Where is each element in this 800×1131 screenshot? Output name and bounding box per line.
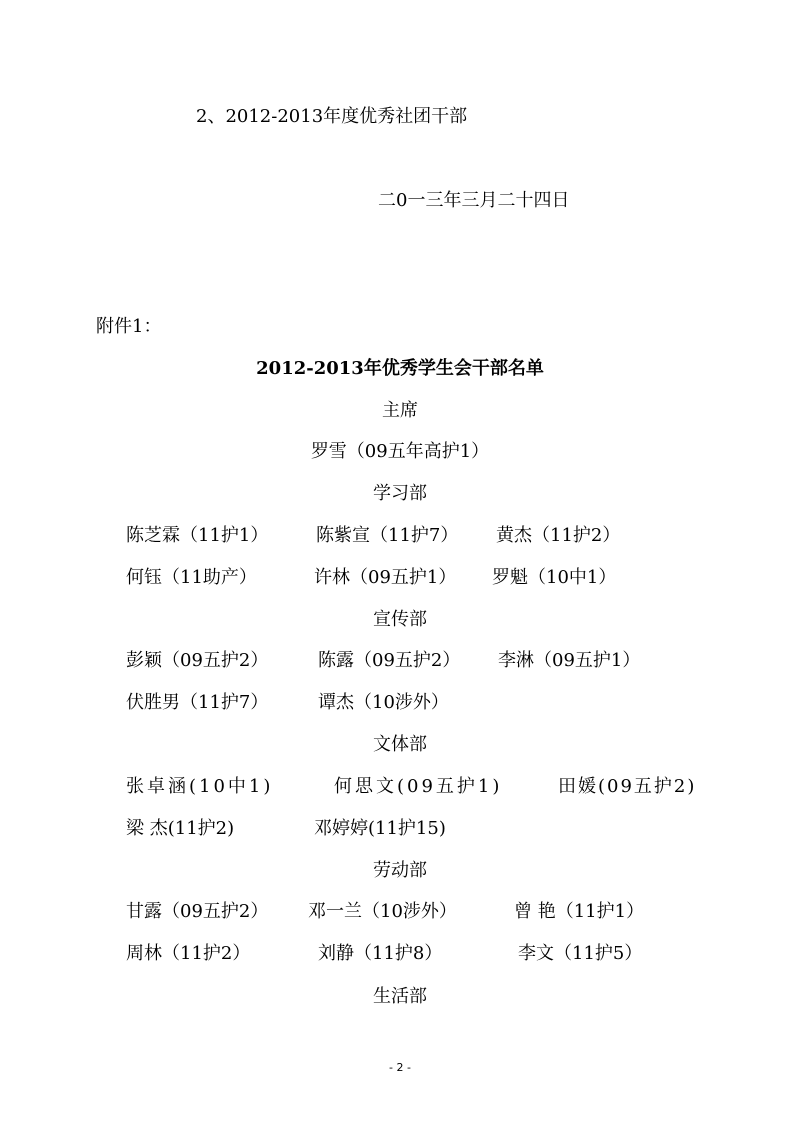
item-excellent-club-cadres: 2、2012-2013年度优秀社团干部	[196, 106, 468, 127]
name-entry: 陈紫宣（11护7）	[316, 525, 459, 546]
name-entry: 刘静（11护8）	[318, 943, 443, 964]
name-entry: 甘露（09五护2）	[126, 901, 269, 922]
name-entry: 谭杰（10涉外）	[318, 692, 449, 713]
name-entry: 何钰（11助产）	[126, 567, 257, 588]
attachment-label: 附件1：	[96, 316, 162, 337]
name-entry: 伏胜男（11护7）	[126, 692, 269, 713]
section-heading-publicity: 宣传部	[373, 609, 427, 630]
section-heading-study: 学习部	[373, 483, 427, 504]
name-entry: 邓婷婷(11护15)	[314, 818, 446, 839]
name-entry: 李淋（09五护1）	[498, 650, 641, 671]
list-title: 2012-2013年优秀学生会干部名单	[256, 358, 544, 379]
section-heading-sports: 文体部	[373, 734, 427, 755]
name-entry: 罗魁（10中1）	[492, 567, 617, 588]
section-heading-chair: 主席	[382, 400, 418, 421]
name-entry: 周林（11护2）	[126, 943, 251, 964]
name-entry: 陈露（09五护2）	[318, 650, 461, 671]
section-heading-life: 生活部	[373, 986, 427, 1007]
name-entry: 罗雪（09五年高护1）	[310, 441, 490, 462]
page-number: - 2 -	[389, 1061, 411, 1074]
name-entry: 邓一兰（10涉外）	[308, 901, 457, 922]
name-entry: 梁 杰(11护2)	[126, 818, 235, 839]
name-entry: 黄杰（11护2）	[496, 525, 621, 546]
document-date: 二0一三年三月二十四日	[378, 190, 570, 211]
name-entry: 陈芝霖（11护1）	[126, 525, 269, 546]
section-heading-labor: 劳动部	[373, 860, 427, 881]
name-entry: 许林（09五护1）	[314, 567, 457, 588]
name-entry: 田媛(09五护2)	[558, 776, 697, 797]
name-entry: 曾 艳（11护1）	[514, 901, 645, 922]
name-entry: 李文（11护5）	[518, 943, 643, 964]
name-entry: 何思文(09五护1)	[334, 776, 503, 797]
name-entry: 张卓涵(10中1)	[126, 776, 274, 797]
name-entry: 彭颖（09五护2）	[126, 650, 269, 671]
